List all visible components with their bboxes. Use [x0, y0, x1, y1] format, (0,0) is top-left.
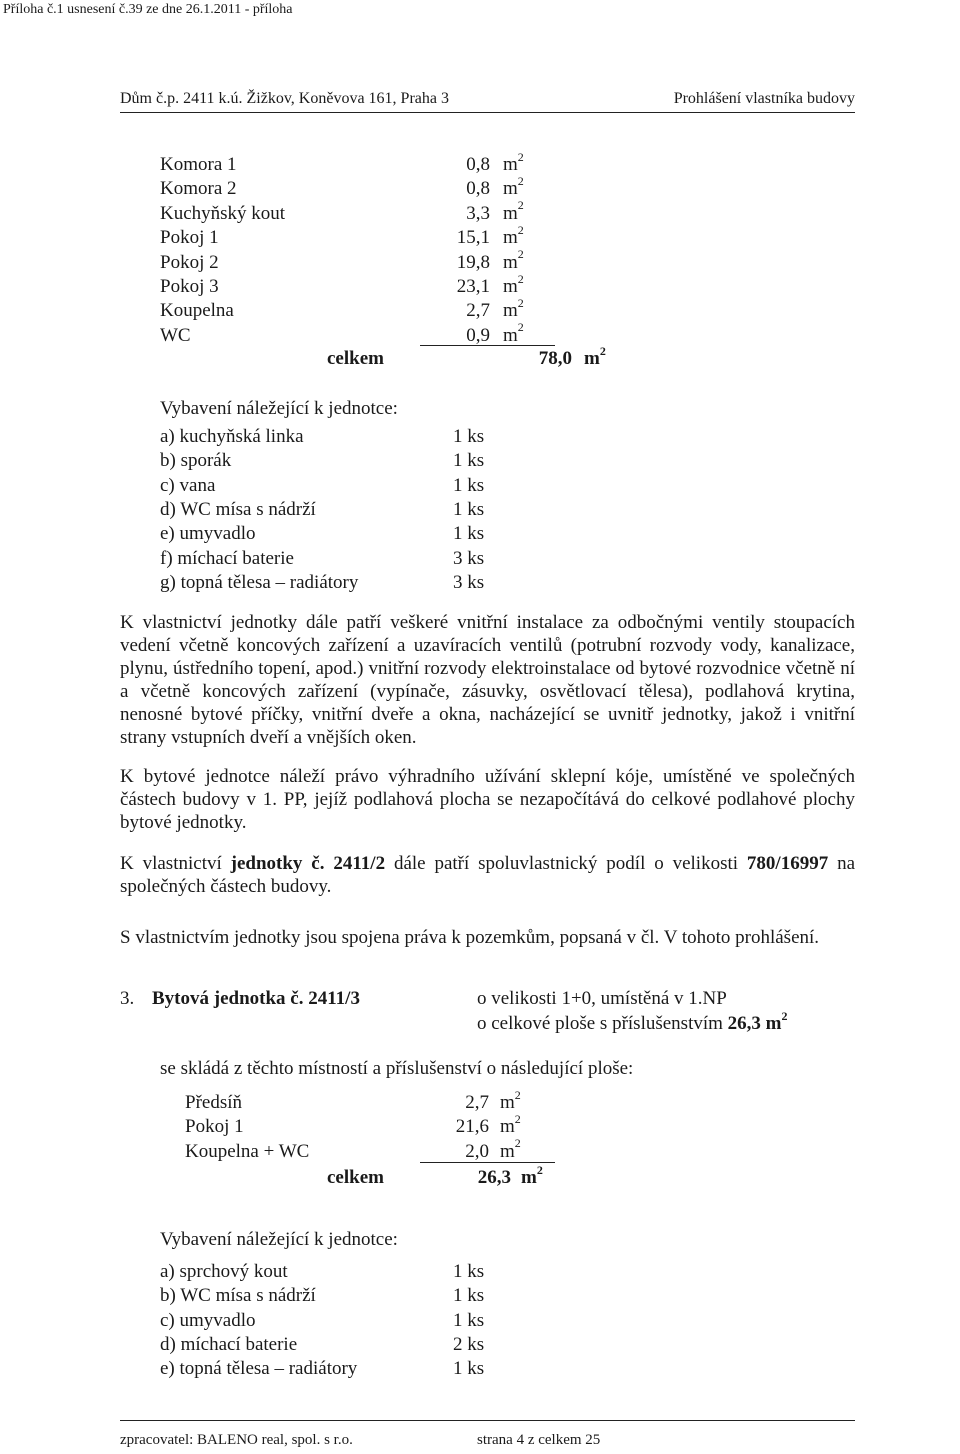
footer-author: zpracovatel: BALENO real, spol. s r.o. — [120, 1432, 353, 1448]
equipment-row — [160, 547, 520, 571]
equipment-quantity: 3 ks — [453, 547, 485, 569]
room-name: Pokoj 1 — [160, 227, 219, 249]
room-name: Koupelna — [160, 300, 234, 322]
unit3-total-rule — [420, 1162, 555, 1163]
equipment-name: d) WC mísa s nádrží — [160, 498, 316, 520]
room-area: 0,8 — [466, 154, 490, 175]
unit2-total-area: 78,0 — [538, 348, 572, 369]
room-area-unit: $m^2$ — [500, 1087, 521, 1113]
room-area-unit: $m^2$ — [500, 1111, 521, 1138]
room-name: Pokoj 3 — [160, 276, 219, 297]
footer-divider — [120, 1420, 855, 1421]
room-name: Kuchyňský kout — [160, 202, 286, 224]
equipment-name: b) sporák — [160, 450, 232, 472]
equipment-quantity: 2 ks — [453, 1333, 485, 1355]
unit3-title: Bytová jednotka č. 2411/3 — [152, 988, 360, 1009]
equipment-quantity: 1 ks — [453, 1358, 485, 1380]
unit2-total-rule — [420, 345, 555, 346]
unit2-equipment-heading: Vybavení náležející k jednotce: — [160, 398, 398, 419]
room-area-unit: $m^2$ — [500, 1136, 521, 1162]
room-area-unit: $m^2$ — [503, 198, 524, 224]
room-area: 21,6 — [455, 1116, 489, 1138]
room-row — [160, 198, 580, 226]
room-area: 15,1 — [456, 227, 490, 249]
equipment-name: a) kuchyňská linka — [160, 426, 304, 447]
room-name: Komora 1 — [160, 154, 237, 175]
unit2-paragraph-land: S vlastnictvím jednotky jsou spojena práva k pozemkům, popsaná v čl. V tohoto prohlášení. — [120, 927, 820, 948]
equipment-name: f) míchací baterie — [160, 547, 294, 569]
unit2-paragraph-share: K vlastnictví jednotky č. 2411/2 dále patří spoluvlastnický podíl o velikosti 780/16997 na společných částech budovy. — [120, 853, 856, 897]
room-area-unit: $m^2$ — [503, 296, 524, 322]
room-row — [160, 296, 580, 323]
equipment-row — [160, 571, 520, 595]
room-row — [160, 271, 580, 299]
equipment-row — [160, 1284, 520, 1308]
equipment-quantity: 1 ks — [453, 1285, 485, 1307]
room-area: 2,0 — [465, 1140, 489, 1162]
room-area-unit: $m^2$ — [503, 174, 524, 200]
room-row — [160, 149, 580, 177]
equipment-row — [160, 474, 520, 498]
room-row — [185, 1087, 605, 1115]
room-row — [185, 1111, 605, 1139]
room-name: Pokoj 2 — [160, 251, 219, 273]
room-area: 0,8 — [466, 178, 490, 200]
room-area-unit: $m^2$ — [503, 271, 524, 297]
equipment-row — [160, 1309, 520, 1333]
unit3-total-unit: $m^2$ — [521, 1162, 543, 1188]
room-row — [160, 247, 580, 275]
equipment-row — [160, 425, 520, 449]
room-row — [185, 1136, 605, 1164]
equipment-row — [160, 449, 520, 473]
unit3-equipment-heading: Vybavení náležející k jednotce: — [160, 1229, 398, 1250]
equipment-name: b) WC mísa s nádrží — [160, 1285, 316, 1307]
equipment-name: c) vana — [160, 474, 216, 496]
unit3-composed-line: se skládá z těchto místností a příslušenství o následující ploše: — [160, 1058, 634, 1079]
room-area: 19,8 — [456, 251, 490, 273]
equipment-quantity: 1 ks — [453, 498, 485, 520]
equipment-quantity: 1 ks — [453, 474, 485, 496]
header-address: Dům č.p. 2411 k.ú. Žižkov, Koněvova 161, Praha 3 — [120, 90, 449, 107]
unit2-total-unit: $m^2$ — [584, 343, 606, 369]
unit3-total-area: 26,3 — [477, 1167, 511, 1188]
room-row — [160, 174, 580, 201]
unit3-number: 3. — [120, 988, 135, 1009]
equipment-name: d) míchací baterie — [160, 1333, 298, 1355]
equipment-name: e) topná tělesa – radiátory — [160, 1358, 358, 1380]
room-area-unit: $m^2$ — [503, 222, 524, 249]
equipment-quantity: 3 ks — [453, 571, 485, 593]
equipment-name: e) umyvadlo — [160, 523, 256, 545]
unit2-paragraph-installations: K vlastnictví jednotky dále patří veškeré vnitřní instalace za odbočnými ventily stoupacích vedení včetně koncových zařízení a uzavíracích ventilů (potrubní rozvody vody, kanalizace, plynu, ústředního topení, apod.) vnitřní rozvody elektroinstalace od bytové rozvodnice včetně ní a včetně koncových zařízení (vypínače, zásuvky, osvětlovací tělesa), podlahová krytina, nenosné bytové příčky, vnitřní dveře a okna, nacházející se uvnitř jednotky, jakož i vnitřní strany vstupních dveří a vnějších oken. — [120, 612, 855, 748]
unit3-size-line: o velikosti 1+0, umístěná v 1.NP — [477, 988, 727, 1009]
room-area: 2,7 — [465, 1092, 489, 1113]
room-name: WC — [160, 324, 191, 346]
header-divider — [120, 112, 855, 113]
equipment-row — [160, 1333, 520, 1357]
room-name: Koupelna + WC — [185, 1140, 310, 1162]
room-area: 23,1 — [456, 276, 490, 297]
room-area: 3,3 — [466, 202, 490, 224]
equipment-name: g) topná tělesa – radiátory — [160, 571, 359, 593]
unit3-total-label: celkem — [327, 1167, 384, 1188]
room-area-unit: $m^2$ — [503, 320, 524, 346]
footer-page-number: strana 4 z celkem 25 — [477, 1432, 601, 1448]
equipment-quantity: 1 ks — [453, 1261, 485, 1282]
equipment-row — [160, 498, 520, 522]
room-area-unit: $m^2$ — [503, 247, 524, 273]
room-area: 2,7 — [466, 300, 490, 322]
equipment-quantity: 1 ks — [453, 426, 485, 447]
room-area-unit: $m^2$ — [503, 149, 524, 175]
unit2-paragraph-cellar: K bytové jednotce náleží právo výhradního užívání sklepní kóje, umístěné ve společných částech budovy v 1. PP, jejíž podlahová plocha se nezapočítává do celkové podlahové plochy bytové jednotky. — [120, 766, 855, 833]
equipment-row — [160, 1260, 520, 1284]
unit3-area-line: o celkové ploše s příslušenstvím 26,3 $m^2$ — [477, 1008, 788, 1034]
room-name: Komora 2 — [160, 178, 237, 200]
equipment-quantity: 1 ks — [453, 450, 485, 472]
room-name: Předsíň — [185, 1092, 242, 1113]
equipment-name: c) umyvadlo — [160, 1309, 256, 1331]
corner-note: Příloha č.1 usnesení č.39 ze dne 26.1.2011 - příloha — [3, 2, 293, 17]
room-name: Pokoj 1 — [185, 1116, 244, 1138]
header-title: Prohlášení vlastníka budovy — [673, 90, 855, 107]
equipment-quantity: 1 ks — [453, 523, 485, 545]
room-area: 0,9 — [466, 324, 490, 346]
equipment-quantity: 1 ks — [453, 1309, 485, 1331]
equipment-row — [160, 1357, 520, 1381]
room-row — [160, 222, 580, 250]
equipment-name: a) sprchový kout — [160, 1261, 288, 1282]
equipment-row — [160, 522, 520, 546]
unit2-total-label: celkem — [327, 348, 384, 369]
